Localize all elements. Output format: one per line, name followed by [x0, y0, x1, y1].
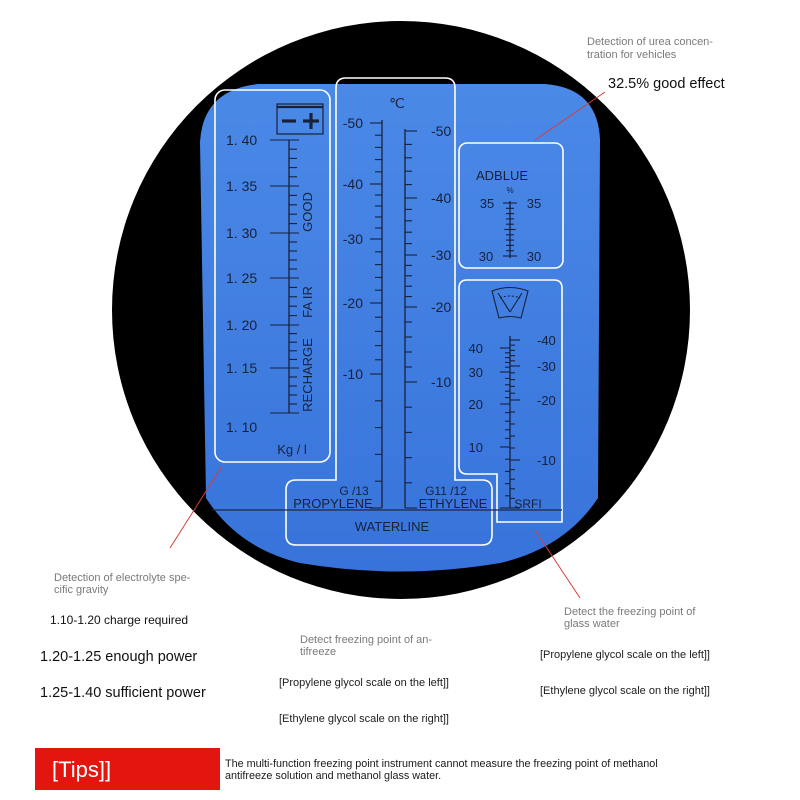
glass-water-description: glass water	[564, 618, 620, 630]
urea-description: Detection of urea concen-	[587, 36, 713, 48]
electrolyte-range-item: 1.20-1.25 enough power	[40, 649, 198, 665]
srfi-left-label: 40	[468, 341, 483, 356]
antifreeze-description: Detect freezing point of an-	[300, 634, 433, 646]
zone-label-fair: FA IR	[300, 286, 315, 318]
antifreeze-scale-note: [Propylene glycol scale on the left]]	[279, 677, 449, 689]
srfi-right-label: -30	[537, 359, 556, 374]
specific-gravity-label: 1. 15	[226, 360, 258, 376]
zone-label-recharge: RECHARGE	[300, 338, 315, 412]
waterline-label: WATERLINE	[354, 519, 430, 534]
urea-result: 32.5% good effect	[608, 76, 725, 92]
ethylene-title: ETHYLENE	[418, 496, 488, 511]
tips-text: The multi-function freezing point instrument cannot measure the freezing point of methanol	[225, 758, 658, 770]
propylene-label: -20	[342, 295, 363, 311]
glass-water-scale-note: [Ethylene glycol scale on the right]]	[540, 685, 710, 697]
specific-gravity-unit: Kg / l	[277, 442, 307, 457]
propylene-label: -40	[342, 176, 363, 192]
propylene-title: PROPYLENE	[293, 496, 373, 511]
electrolyte-range-item: 1.25-1.40 sufficient power	[40, 685, 206, 701]
specific-gravity-label: 1. 35	[226, 178, 258, 194]
propylene-label: -10	[342, 366, 363, 382]
urea-description: tration for vehicles	[587, 49, 677, 61]
srfi-left-label: 30	[468, 365, 483, 380]
electrolyte-description: cific gravity	[54, 584, 109, 596]
srfi-left-label: 10	[468, 440, 483, 455]
propylene-code: G /13	[339, 484, 369, 498]
temperature-unit: ℃	[389, 95, 405, 111]
ethylene-label: -50	[431, 123, 452, 139]
adblue-label: 35	[479, 196, 495, 211]
specific-gravity-label: 1. 25	[226, 270, 258, 286]
srfi-right-label: -10	[537, 453, 556, 468]
ethylene-label: -30	[431, 247, 452, 263]
srfi-title: SRFI	[514, 497, 542, 511]
srfi-left-label: 20	[468, 397, 483, 412]
glass-water-description: Detect the freezing point of	[564, 606, 696, 618]
tips-text: antifreeze solution and methanol glass water.	[225, 770, 442, 782]
adblue-label: 30	[526, 249, 542, 264]
adblue-unit: %	[506, 186, 514, 195]
specific-gravity-label: 1. 20	[226, 317, 258, 333]
antifreeze-description: tifreeze	[300, 646, 337, 658]
ethylene-label: -40	[431, 190, 452, 206]
specific-gravity-label: 1. 30	[226, 225, 258, 241]
electrolyte-description: Detection of electrolyte spe-	[54, 572, 191, 584]
adblue-label: 35	[526, 196, 542, 211]
antifreeze-scale-note: [Ethylene glycol scale on the right]]	[279, 713, 449, 725]
propylene-label: -50	[342, 115, 363, 131]
ethylene-label: -20	[431, 299, 452, 315]
adblue-title: ADBLUE	[475, 168, 529, 183]
glass-water-scale-note: [Propylene glycol scale on the left]]	[540, 649, 710, 661]
specific-gravity-label: 1. 40	[226, 132, 258, 148]
ethylene-label: -10	[431, 374, 452, 390]
srfi-right-label: -40	[537, 333, 556, 348]
tips-label: [Tips]]	[52, 757, 112, 782]
ethylene-code: G11 /12	[425, 484, 467, 498]
propylene-label: -30	[342, 231, 363, 247]
adblue-label: 30	[478, 249, 494, 264]
specific-gravity-label: 1. 10	[226, 419, 258, 435]
srfi-right-label: -20	[537, 393, 556, 408]
electrolyte-range-item: 1.10-1.20 charge required	[50, 613, 189, 627]
zone-label-good: GOOD	[300, 192, 315, 232]
